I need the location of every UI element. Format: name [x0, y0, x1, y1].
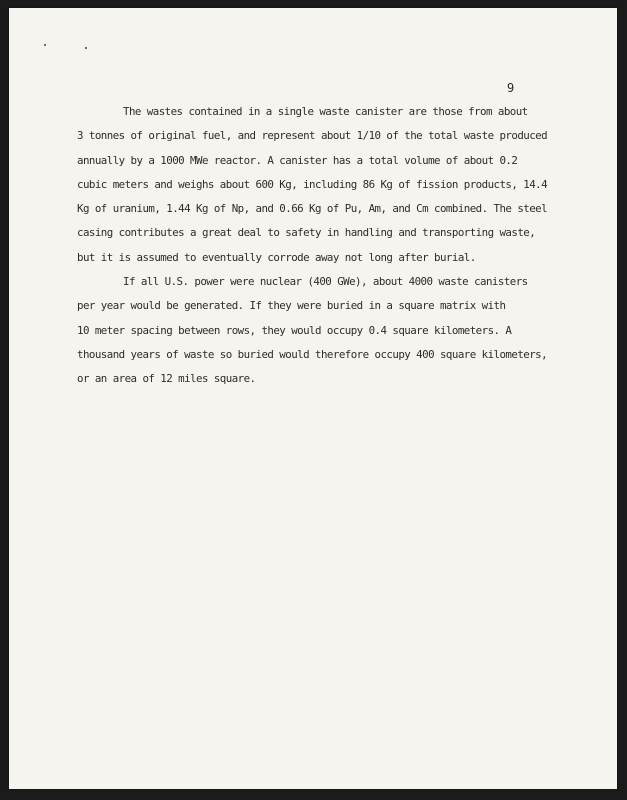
body-text	[77, 100, 577, 392]
paragraph	[77, 100, 577, 270]
scan-specks	[44, 42, 104, 52]
text-line: thousand years of waste so buried would therefore occupy 400 square kilometers,	[77, 347, 548, 361]
scan-speck	[44, 44, 46, 46]
text-line: annually by a 1000 MWe reactor. A canister has a total volume of about 0.2	[77, 153, 518, 167]
text-line: per year would be generated. If they were buried in a square matrix with	[77, 299, 506, 313]
text-line: casing contributes a great deal to safety in handling and transporting waste,	[77, 226, 536, 240]
text-line: 10 meter spacing between rows, they would occupy 0.4 square kilometers. A	[77, 323, 512, 337]
text-line: or an area of 12 miles square.	[77, 372, 256, 386]
document-page	[9, 8, 617, 789]
text-line: Kg of uranium, 1.44 Kg of Np, and 0.66 Kg of Pu, Am, and Cm combined. The steel	[77, 202, 548, 216]
text-line: The wastes contained in a single waste canister are those from about	[123, 105, 528, 118]
text-line: If all U.S. power were nuclear (400 GWe), about 4000 waste canisters	[123, 275, 528, 289]
text-line: 3 tonnes of original fuel, and represent about 1/10 of the total waste produced	[77, 129, 548, 143]
text-line: cubic meters and weighs about 600 Kg, including 86 Kg of fission products, 14.4	[77, 177, 548, 191]
scan-speck	[85, 47, 87, 49]
text-line: but it is assumed to eventually corrode away not long after burial.	[77, 250, 476, 264]
paragraph	[77, 270, 577, 391]
page-number: 9	[507, 81, 515, 95]
